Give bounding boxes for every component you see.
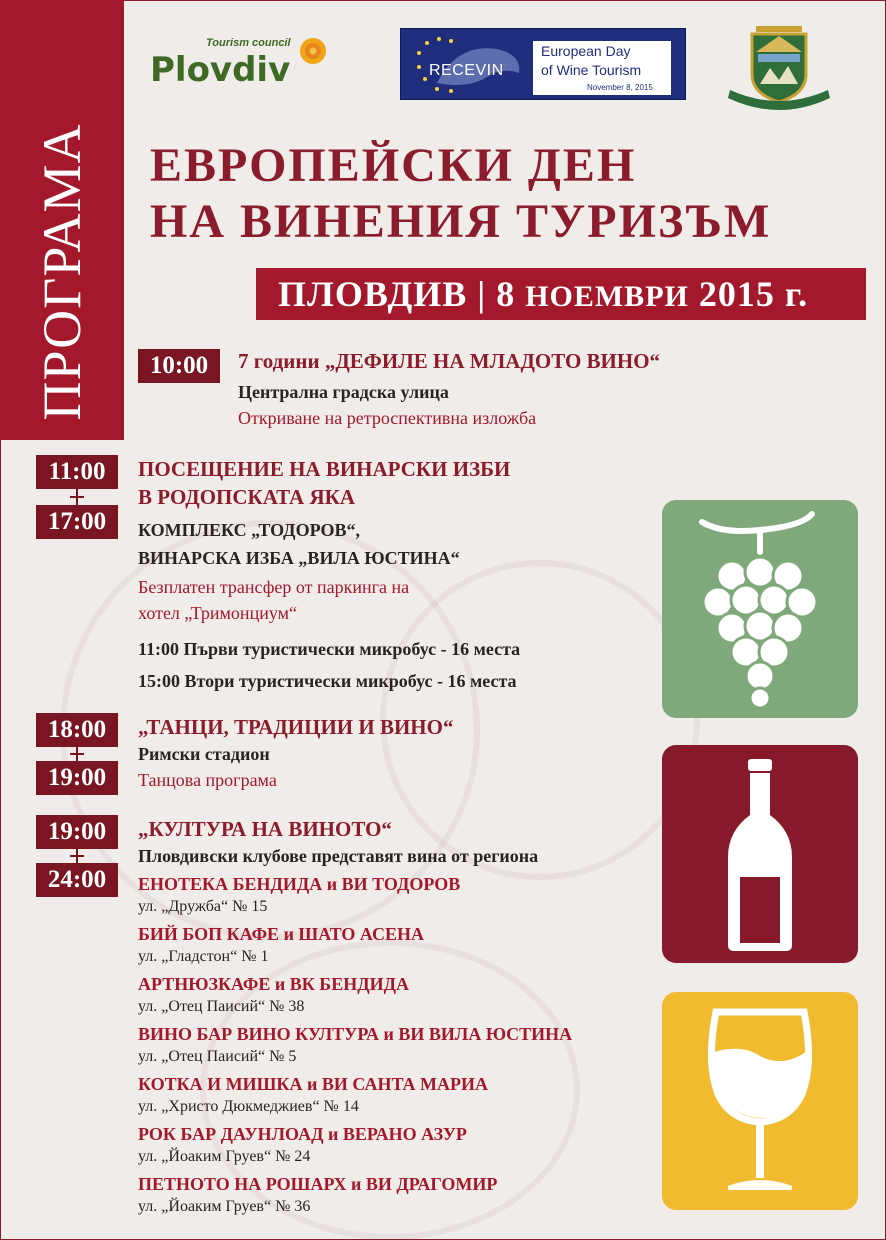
wine-glass-icon — [662, 992, 858, 1210]
event-title: 7 години „ДЕФИЛЕ НА МЛАДОТО ВИНО“ — [238, 349, 661, 373]
recevin-text: RECEVIN — [429, 62, 504, 79]
venue-address: ул. „Йоаким Груев“ № 24 — [138, 1148, 311, 1165]
list-item — [138, 1172, 658, 1222]
date-bar — [256, 268, 866, 320]
venue-name: РОК БАР ДАУНЛОАД и ВЕРАНО АЗУР — [138, 1124, 467, 1144]
time-range-tick — [70, 753, 84, 755]
venue-address: ул. „Дружба“ № 15 — [138, 898, 268, 915]
recevin-logo — [400, 28, 686, 100]
venue-name: ВИНО БАР ВИНО КУЛТУРА и ВИ ВИЛА ЮСТИНА — [138, 1024, 573, 1044]
rose-icon — [298, 36, 328, 66]
eu-day-date: November 8, 2015 — [587, 83, 653, 92]
plovdiv-tourism-logo — [148, 36, 368, 96]
event-place: Римски стадион — [138, 744, 270, 764]
logo-small-text: Tourism council — [206, 37, 291, 49]
time-badge-start: 18:00 — [36, 713, 118, 747]
title-line-2: НА ВИНЕНИЯ ТУРИЗЪМ — [150, 195, 772, 248]
time-badge: 10:00 — [138, 349, 220, 383]
eu-day-line2: of Wine Tourism — [541, 62, 642, 78]
event-intro: Пловдивски клубове представят вина от региона — [138, 846, 539, 866]
time-badge-start: 19:00 — [36, 815, 118, 849]
venue-name: ПЕТНОТО НА РОШАРХ и ВИ ДРАГОМИР — [138, 1174, 498, 1194]
logo-big-text: Plovdiv — [150, 50, 291, 90]
event-title: „КУЛТУРА НА ВИНОТО“ — [138, 817, 392, 841]
event-place: ВИНАРСКА ИЗБА „ВИЛА ЮСТИНА“ — [138, 548, 460, 568]
list-item — [138, 1022, 658, 1072]
grapes-icon — [662, 500, 858, 718]
list-item — [138, 922, 658, 972]
event-note: Танцова програма — [138, 770, 277, 790]
venue-name: АРТНЮЗКАФЕ и ВК БЕНДИДА — [138, 974, 409, 994]
date-day: 8 — [496, 274, 516, 314]
venue-name: ЕНОТЕКА БЕНДИДА и ВИ ТОДОРОВ — [138, 874, 461, 894]
time-badge-end: 19:00 — [36, 761, 118, 795]
event-note: хотел „Тримонциум“ — [138, 603, 297, 623]
time-badge-start: 11:00 — [36, 455, 118, 489]
venue-address: ул. „Отец Паисий“ № 5 — [138, 1048, 297, 1065]
venue-name: БИЙ БОП КАФЕ и ШАТО АСЕНА — [138, 924, 424, 944]
venue-address: ул. „Христо Дюкмеджиев“ № 14 — [138, 1098, 359, 1115]
bottle-tile — [662, 745, 858, 963]
date-separator: | — [477, 274, 487, 314]
title-line-1: ЕВРОПЕЙСКИ ДЕН — [150, 139, 637, 192]
event-place: КОМПЛЕКС „ТОДОРОВ“, — [138, 520, 360, 540]
wine-bottle-icon — [662, 745, 858, 963]
grapes-tile — [662, 500, 858, 718]
venue-address: ул. „Гладстон“ № 1 — [138, 948, 269, 965]
city-label: ПЛОВДИВ — [278, 274, 468, 314]
event-place: Централна градска улица — [238, 382, 449, 402]
list-item — [138, 1072, 658, 1122]
venue-address: ул. „Йоаким Груев“ № 36 — [138, 1198, 311, 1215]
bus-schedule: 15:00 Втори туристически микробус - 16 места — [138, 671, 517, 691]
time-badge-end: 24:00 — [36, 863, 118, 897]
list-item — [138, 1122, 658, 1172]
eu-day-line1: European Day — [541, 43, 631, 59]
venue-name: КОТКА И МИШКА и ВИ САНТА МАРИА — [138, 1074, 489, 1094]
time-badge-end: 17:00 — [36, 505, 118, 539]
event-note: Откриване на ретроспективна изложба — [238, 408, 537, 428]
side-band — [0, 0, 124, 440]
bus-schedule: 11:00 Първи туристически микробус - 16 места — [138, 639, 521, 659]
time-range-tick — [70, 496, 84, 498]
event-title: ПОСЕЩЕНИЕ НА ВИНАРСКИ ИЗБИ — [138, 457, 511, 481]
list-item — [138, 972, 658, 1022]
venue-address: ул. „Отец Паисий“ № 38 — [138, 998, 305, 1015]
date-year: 2015 г. — [698, 274, 809, 314]
venue-list — [138, 872, 658, 1222]
time-range-tick — [70, 855, 84, 857]
event-title: В РОДОПСКАТА ЯКА — [138, 485, 356, 509]
event-note: Безплатен трансфер от паркинга на — [138, 577, 410, 597]
page-title — [150, 138, 870, 250]
program-vertical-title: ПРОГРАМА — [32, 123, 92, 421]
plovdiv-coat-of-arms-icon — [724, 22, 834, 112]
list-item — [138, 872, 658, 922]
event-title: „ТАНЦИ, ТРАДИЦИИ И ВИНО“ — [138, 715, 454, 739]
date-month: НОЕМВРИ — [525, 280, 689, 313]
glass-tile — [662, 992, 858, 1210]
